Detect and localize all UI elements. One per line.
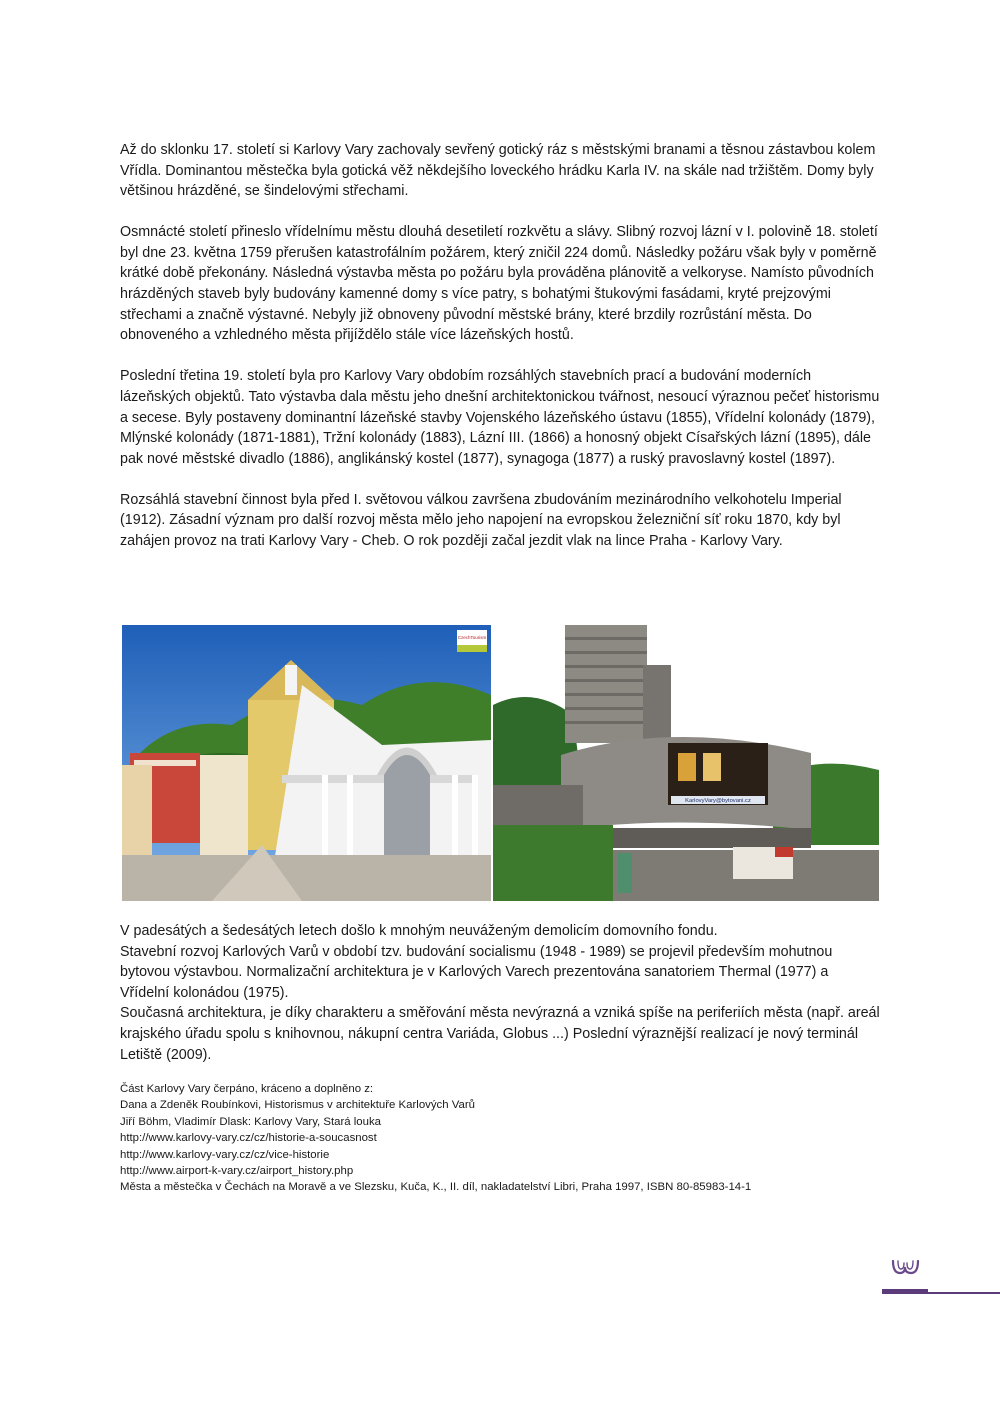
paragraph-2: Osmnácté století přineslo vřídelnímu městu dlouhá desetiletí rozkvětu a slávy. Slibný rozvoj lázní v I. polovině 18. století byl dne 23. května 1759 přerušen katastrofálním požárem, který zničil 224 domů. Následky požáru však byly v poměrně krátké době překonány. Následná výstavba města po požáru byla prováděna plánovitě a velkoryse. Namísto původních hrázděných staveb byly budovány kamenné domy s více patry, s bohatými štukovými fasádami, kryté prejzovými střechami a značně výstavné. Nebyly již obnoveny původní městské brány, které brzdily rozrůstání města. Do obnoveného a vzhledného města přijíždělo stále více lázeňských hostů. xyxy=(120,224,878,344)
thermal-hotel-illustration xyxy=(493,625,879,901)
reference-item: Jiří Böhm, Vladimír Dlask: Karlovy Vary, Stará louka xyxy=(120,1115,382,1128)
w-logo-icon xyxy=(890,1257,926,1277)
paragraph-contemporary: Současná architektura, je díky charakteru a směřování města nevýrazná a vzniká spíše na periferiích města (např. areál krajského úřadu spolu s knihovnou, nákupní centra Variáda, Globus ...) Poslední výraznější realizací je nový terminál Letiště (2009). xyxy=(120,1005,880,1063)
paragraph-3: Poslední třetina 19. století byla pro Karlovy Vary obdobím rozsáhlých stavebních prací a budování moderních lázeňských objektů. Tato výstavba dala městu jeho dnešní architektonickou tvářnost, nesoucí výraznou pečeť historismu a secese. Byly postaveny dominantní lázeňské stavby Vojenského lázeňského ústavu (1855), Vřídelní kolonády (1879), Mlýnské kolonády (1871-1881), Tržní kolonády (1883), Lázní III. (1866) a honosný objekt Císařských lázní (1895), dále pak nové městské divadlo (1886), anglikánský kostel (1877), synagoga (1877) a ruský pravoslavný kostel (1897). xyxy=(120,368,880,467)
paragraph-socialism: Stavební rozvoj Karlových Varů v období tzv. budování socialismu (1948 - 1989) se projevil především mohutnou bytovou výstavbou. Normalizační architektura je v Karlových Varech prezentována sanatoriem Thermal (1977) a Vřídelní kolonádou (1975). xyxy=(120,943,833,1001)
footer-rule-accent xyxy=(882,1289,928,1294)
colonnade-photo xyxy=(122,625,491,901)
reference-link[interactable]: http://www.karlovy-vary.cz/cz/historie-a-soucasnost xyxy=(120,1132,377,1145)
reference-intro: Část Karlovy Vary čerpáno, kráceno a doplněno z: xyxy=(120,1083,374,1095)
paragraph-1: Až do sklonku 17. století si Karlovy Vary zachovaly sevřený gotický ráz s městskými branami a těsnou zástavbou kolem Vřídla. Dominantou městečka byla gotická věž někdejšího loveckého hrádku Karla IV. na skále nad tržištěm. Domy byly většinou hrázděné, se šindelovými střechami. xyxy=(120,142,876,200)
reference-item: Dana a Zdeněk Roubínkovi, Historismus v architektuře Karlových Varů xyxy=(120,1099,475,1112)
main-text xyxy=(120,140,880,572)
post-photo-text xyxy=(120,921,880,1065)
reference-item: Města a městečka v Čechách na Moravě a ve Slezsku, Kuča, K., II. díl, nakladatelství Libri, Praha 1997, ISBN 80-85983-14-1 xyxy=(120,1181,752,1194)
colonnade-illustration xyxy=(122,625,491,901)
reference-link[interactable]: http://www.karlovy-vary.cz/cz/vice-historie xyxy=(120,1148,330,1161)
photo-badge-text: CzechTourism xyxy=(457,635,487,640)
references xyxy=(120,1081,880,1196)
footer-rule xyxy=(928,1292,1000,1294)
reference-link[interactable]: http://www.airport-k-vary.cz/airport_history.php xyxy=(120,1165,354,1178)
thermal-hotel-photo xyxy=(493,625,879,901)
billboard-text: KarlovyVary@bytovani.cz xyxy=(685,798,751,804)
paragraph-4: Rozsáhlá stavební činnost byla před I. světovou válkou završena zbudováním mezinárodního velkohotelu Imperial (1912). Zásadní význam pro další rozvoj města mělo jeho napojení na evropskou železniční síť roku 1870, kdy byl zahájen provoz na trati Karlovy Vary - Cheb. O rok později začal jezdit vlak na lince Praha - Karlovy Vary. xyxy=(120,491,842,549)
photo-row xyxy=(122,625,879,901)
paragraph-demolitions: V padesátých a šedesátých letech došlo k mnohým neuváženým demolicím domovního fondu. xyxy=(120,923,718,939)
